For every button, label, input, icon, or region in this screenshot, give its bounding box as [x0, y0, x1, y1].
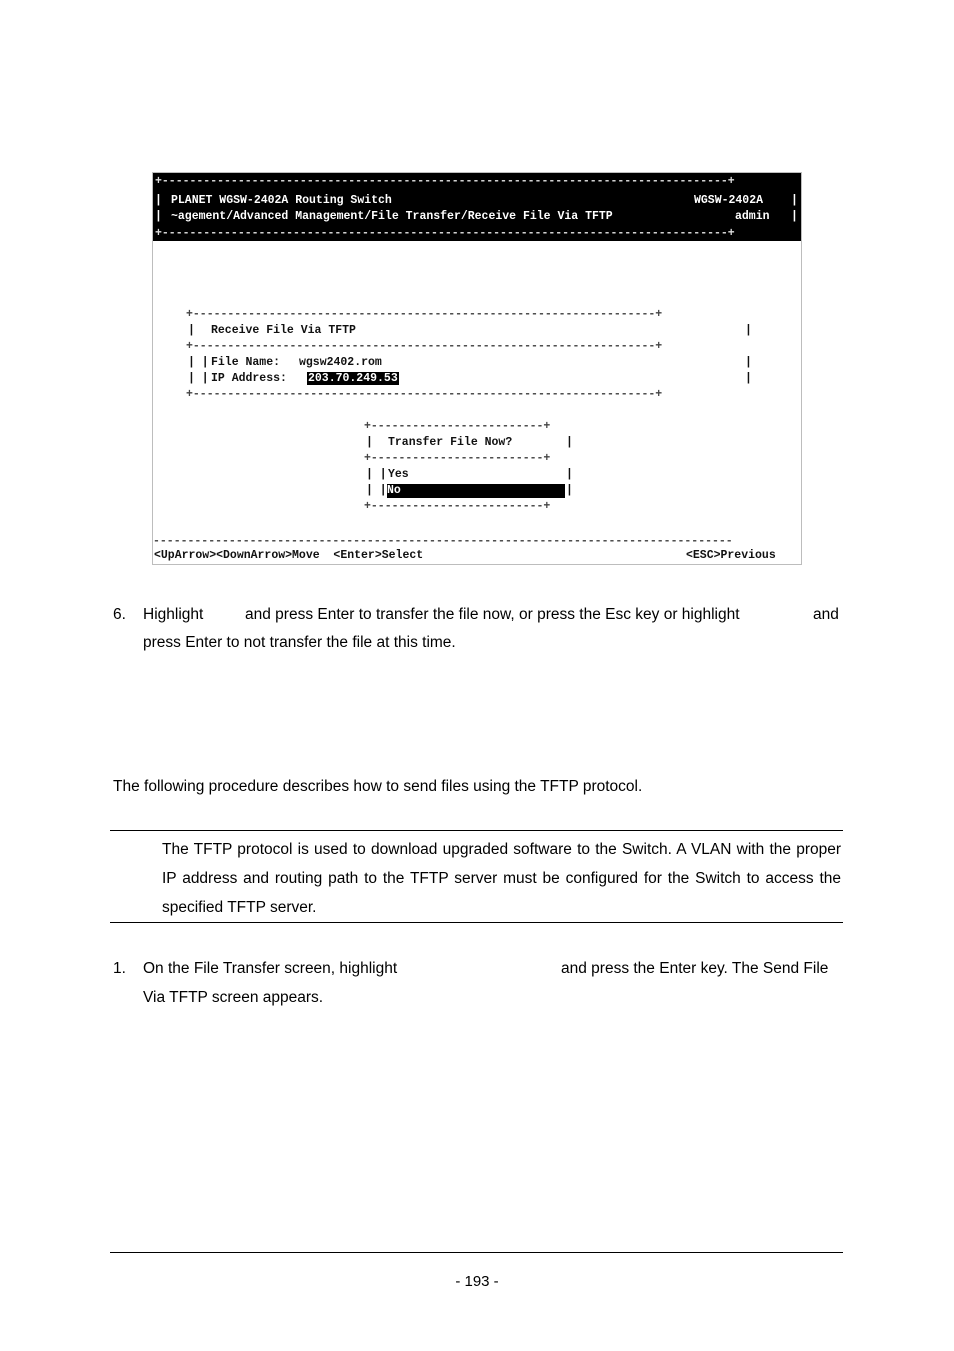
terminal-user: admin	[735, 210, 770, 223]
option-pipe: | |	[366, 484, 387, 497]
row-pipe-right: |	[745, 372, 752, 385]
terminal-path: ~agement/Advanced Management/File Transfer/Receive File Via TFTP	[171, 210, 613, 223]
terminal-title: PLANET WGSW-2402A Routing Switch	[171, 194, 392, 207]
confirm-pipe-right: |	[566, 436, 573, 449]
row-pipe: | |	[188, 356, 209, 369]
ip-address-field[interactable]	[307, 372, 399, 386]
option-yes[interactable]: Yes	[388, 468, 409, 481]
confirm-title: Transfer File Now?	[388, 436, 513, 449]
confirm-pipe-left: |	[366, 436, 373, 449]
footer-previous: <ESC>Previous	[686, 549, 776, 562]
step-1-number: 1.	[113, 960, 126, 977]
dialog-border-bottom: +-------------------------------------------------------------------+	[186, 388, 663, 401]
header-border-bottom: +----------------------------------------------------------------------------------+	[155, 227, 735, 240]
option-no-row[interactable]	[387, 484, 565, 498]
confirm-border-top: +-------------------------+	[364, 420, 551, 433]
confirm-border-mid: +-------------------------+	[364, 452, 551, 465]
header-pipe-right-2: |	[791, 210, 798, 223]
step-1-text-a: On the File Transfer screen, highlight	[143, 960, 398, 977]
terminal-header	[153, 173, 801, 241]
step-1-text-b: and press the Enter key. The Send File	[561, 960, 829, 977]
option-no[interactable]: No	[387, 484, 565, 498]
step-6-number: 6.	[113, 606, 126, 623]
intro-paragraph: The following procedure describes how to send files using the TFTP protocol.	[113, 778, 643, 795]
header-pipe-left-1: |	[155, 194, 162, 207]
step-6-text-a: Highlight	[143, 606, 204, 623]
ip-address-label: IP Address:	[211, 372, 287, 385]
header-border-top: +----------------------------------------------------------------------------------+	[155, 175, 735, 188]
dialog-pipe-left: |	[188, 324, 195, 337]
option-pipe: | |	[366, 468, 387, 481]
note-text: The TFTP protocol is used to download upgraded software to the Switch. A VLAN with the proper IP address and routing path to the TFTP server must be configured for the Switch to access the specified TFTP server.	[162, 841, 841, 916]
dialog-border-top: +-------------------------------------------------------------------+	[186, 308, 663, 321]
note-rule-bottom	[110, 922, 843, 923]
option-pipe-right: |	[566, 484, 573, 497]
terminal-screenshot	[152, 172, 802, 565]
file-name-label: File Name:	[211, 356, 281, 369]
note-rule-top	[110, 830, 843, 831]
dialog-title: Receive File Via TFTP	[211, 324, 356, 337]
confirm-border-bottom: +-------------------------+	[364, 500, 551, 513]
file-name-field[interactable]: wgsw2402.rom	[299, 356, 382, 369]
dialog-border-mid: +-------------------------------------------------------------------+	[186, 340, 663, 353]
footer-border: ------------------------------------------------------------------------------------	[153, 535, 733, 548]
row-pipe: | |	[188, 372, 209, 385]
footer-rule	[110, 1252, 843, 1253]
option-pipe-right: |	[566, 468, 573, 481]
ip-address-value[interactable]: 203.70.249.53	[308, 372, 398, 385]
step-6-text-b: and press Enter to transfer the file now, or press the Esc key or highlight	[245, 606, 740, 623]
footer-keys: <UpArrow><DownArrow>Move <Enter>Select	[154, 549, 424, 562]
row-pipe-right: |	[745, 356, 752, 369]
header-pipe-left-2: |	[155, 210, 162, 223]
header-pipe-right-1: |	[791, 194, 798, 207]
step-6-text-c: and	[813, 606, 839, 623]
step-6-text-line2: press Enter to not transfer the file at this time.	[143, 634, 456, 651]
dialog-pipe-right: |	[745, 324, 752, 337]
terminal-model: WGSW-2402A	[694, 194, 764, 207]
step-1-text-line2: Via TFTP screen appears.	[143, 989, 324, 1006]
page-number: - 193 -	[455, 1273, 499, 1290]
